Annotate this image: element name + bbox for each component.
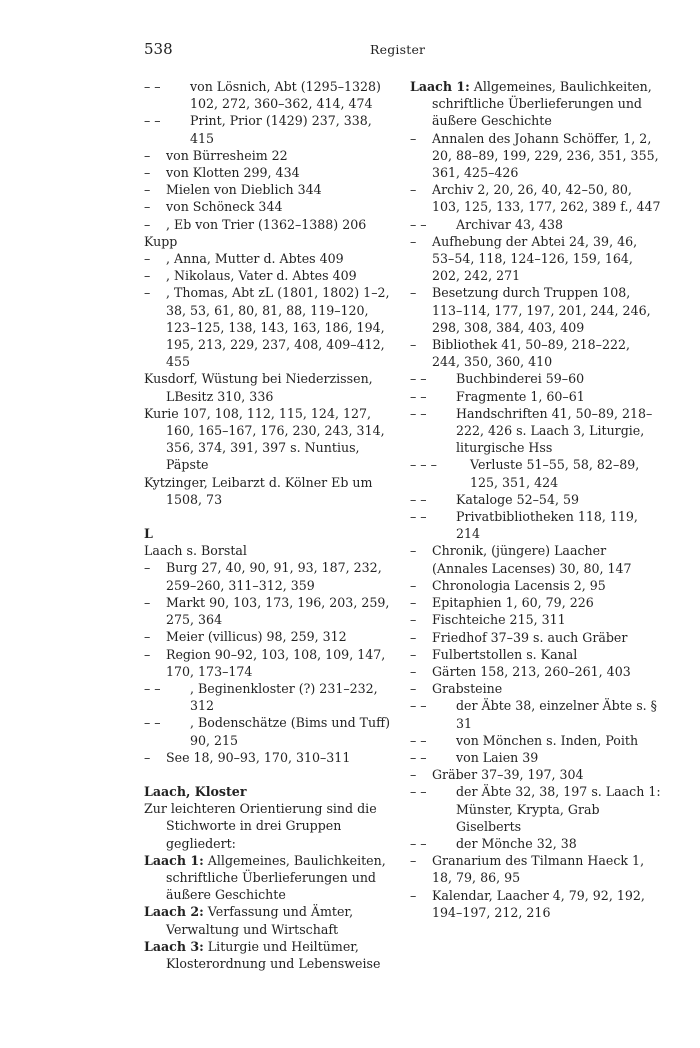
index-entry: [410, 456, 662, 490]
entry-text: Annalen des Johann Schöffer, 1, 2, 20, 88–89, 199, 229, 236, 351, 355, 361, 425–426: [432, 130, 659, 181]
repeat-dash: – –: [144, 680, 161, 696]
index-entry: [410, 577, 662, 594]
index-entry: [144, 542, 392, 559]
entry-text: , Bodenschätze (Bims und Tuff) 90, 215: [190, 715, 391, 748]
entry-text: von Laien 39: [456, 749, 539, 765]
repeat-dash: –: [144, 749, 151, 765]
index-entry: [410, 749, 662, 766]
entry-text: Laach s. Borstal: [144, 543, 247, 559]
entry-text: , Thomas, Abt zL (1801, 1802) 1–2, 38, 53, 61, 80, 81, 88, 119–120, 123–125, 138, 143, 163, 186, 194, 195, 213, 229, 237, 408, 409–412, 455: [166, 285, 390, 370]
entry-text: Gräber 37–39, 197, 304: [432, 767, 584, 783]
index-entry: [410, 130, 662, 182]
repeat-dash: – –: [410, 509, 427, 525]
entry-text: der Äbte 32, 38, 197 s. Laach 1: Münster, Krypta, Grab Giselberts: [456, 784, 661, 834]
repeat-dash: – –: [410, 749, 427, 765]
entry-text: Buchbinderei 59–60: [456, 371, 585, 387]
index-entry: [410, 78, 662, 130]
index-column-right: [410, 78, 662, 921]
index-entry: [410, 697, 662, 731]
index-entry: [410, 388, 662, 405]
entry-text: Chronik, (jüngere) Laacher (Annales Lacenses) 30, 80, 147: [432, 543, 632, 576]
index-entry: [410, 663, 662, 680]
page-header: [0, 40, 700, 64]
entry-text: , Nikolaus, Vater d. Abtes 409: [166, 268, 357, 284]
index-entry: [410, 508, 662, 542]
index-entry: [410, 542, 662, 576]
entry-text: von Bürresheim 22: [166, 147, 288, 163]
index-entry: [144, 749, 392, 766]
index-entry: [144, 405, 392, 474]
index-entry: [144, 181, 392, 198]
repeat-dash: –: [410, 681, 417, 697]
running-head: Register: [370, 42, 426, 57]
section-gap: [144, 766, 392, 783]
entry-text: von Lösnich, Abt (1295–1328) 102, 272, 360–362, 414, 474: [190, 79, 381, 112]
entry-text: Burg 27, 40, 90, 91, 93, 187, 232, 259–260, 311–312, 359: [166, 560, 382, 593]
repeat-dash: – –: [410, 698, 427, 714]
index-entry: [144, 147, 392, 164]
section-gap: [144, 508, 392, 525]
index-entry: [410, 216, 662, 233]
entry-text: Verfassung und Ämter, Verwaltung und Wirtschaft: [166, 904, 354, 937]
entry-text: der Äbte 38, einzelner Äbte s. § 31: [456, 698, 657, 731]
repeat-dash: – –: [410, 732, 427, 748]
repeat-dash: –: [410, 337, 417, 353]
repeat-dash: –: [410, 612, 417, 628]
entry-text: Grabsteine: [432, 681, 503, 697]
entry-text: Aufhebung der Abtei 24, 39, 46, 53–54, 118, 124–126, 159, 164, 202, 242, 271: [432, 233, 638, 284]
entry-text: Bibliothek 41, 50–89, 218–222, 244, 350, 360, 410: [432, 337, 631, 370]
repeat-dash: –: [144, 594, 151, 610]
index-entry: [144, 938, 392, 972]
repeat-dash: – –: [144, 715, 161, 731]
repeat-dash: – –: [144, 79, 161, 94]
repeat-dash: –: [144, 165, 151, 181]
entry-text: der Mönche 32, 38: [456, 835, 577, 851]
entry-text: Mielen von Dieblich 344: [166, 182, 322, 198]
entry-text: Meier (villicus) 98, 259, 312: [166, 629, 347, 645]
repeat-dash: –: [144, 147, 151, 163]
index-entry: [144, 646, 392, 680]
index-entry: [144, 800, 392, 852]
index-entry: [144, 370, 392, 404]
index-entry: [144, 233, 392, 250]
entry-text: Handschriften 41, 50–89, 218–222, 426 s. Laach 3, Liturgie, liturgische Hss: [456, 405, 653, 456]
repeat-dash: – – –: [410, 457, 437, 473]
repeat-dash: –: [144, 560, 151, 576]
index-entry: [144, 714, 392, 748]
entry-text: Allgemeines, Baulichkeiten, schriftliche Überlieferungen und äußere Geschichte: [432, 79, 652, 129]
index-entry: [410, 370, 662, 387]
repeat-dash: – –: [410, 388, 427, 404]
repeat-dash: – –: [144, 113, 161, 129]
entry-text: Privatbibliotheken 118, 119, 214: [456, 509, 638, 542]
repeat-dash: –: [410, 663, 417, 679]
entry-bold-label: Laach 1:: [410, 79, 470, 94]
repeat-dash: –: [410, 887, 417, 903]
index-entry: [410, 611, 662, 628]
entry-text: Archiv 2, 20, 26, 40, 42–50, 80, 103, 125, 133, 177, 262, 389 f., 447: [432, 182, 661, 215]
repeat-dash: –: [144, 268, 151, 284]
entry-bold-label: Laach 2:: [144, 904, 204, 920]
entry-bold-label: Laach 3:: [144, 938, 204, 954]
entry-text: , Eb von Trier (1362–1388) 206: [166, 216, 367, 232]
section-letter: L: [144, 526, 153, 542]
index-entry: [410, 887, 662, 921]
repeat-dash: –: [410, 543, 417, 559]
entry-text: von Klotten 299, 434: [166, 165, 300, 181]
entry-text: Kataloge 52–54, 59: [456, 491, 579, 507]
index-entry: [144, 903, 392, 937]
repeat-dash: –: [144, 251, 151, 267]
index-entry: [410, 680, 662, 697]
entry-text: Archivar 43, 438: [456, 216, 564, 232]
repeat-dash: –: [144, 216, 151, 232]
entry-text: Fragmente 1, 60–61: [456, 388, 585, 404]
index-entry: [410, 181, 662, 215]
index-entry: [144, 474, 392, 508]
page-number: 538: [144, 40, 173, 58]
index-entry: [144, 852, 392, 904]
index-entry: [410, 852, 662, 886]
entry-text: Epitaphien 1, 60, 79, 226: [432, 595, 594, 611]
entry-text: Markt 90, 103, 173, 196, 203, 259, 275, 364: [166, 594, 390, 628]
index-entry: [410, 491, 662, 508]
repeat-dash: –: [144, 646, 151, 662]
entry-text: , Anna, Mutter d. Abtes 409: [166, 251, 344, 267]
index-column-left: [144, 78, 392, 972]
repeat-dash: –: [410, 233, 417, 249]
index-entry: [144, 78, 392, 112]
repeat-dash: – –: [410, 784, 427, 800]
index-entry: [144, 594, 392, 628]
repeat-dash: –: [144, 182, 151, 198]
repeat-dash: –: [144, 285, 151, 301]
entry-text: Fulbertstollen s. Kanal: [432, 646, 578, 662]
entry-text: Gärten 158, 213, 260–261, 403: [432, 663, 631, 679]
repeat-dash: –: [410, 629, 417, 645]
index-entry: [410, 405, 662, 457]
entry-text: Region 90–92, 103, 108, 109, 147, 170, 173–174: [166, 646, 386, 679]
entry-text: von Mönchen s. Inden, Poith: [456, 732, 639, 748]
index-entry: [410, 284, 662, 336]
entry-text: Verluste 51–55, 58, 82–89, 125, 351, 424: [470, 457, 640, 490]
entry-text: Allgemeines, Baulichkeiten, schriftliche Überlieferungen und äußere Geschichte: [166, 852, 386, 903]
index-entry: [144, 164, 392, 181]
entry-text: Zur leichteren Orientierung sind die Stichworte in drei Gruppen gegliedert:: [144, 801, 377, 851]
index-entry: [144, 250, 392, 267]
repeat-dash: – –: [410, 371, 427, 387]
index-entry: [144, 267, 392, 284]
repeat-dash: –: [144, 199, 151, 215]
entry-text: Print, Prior (1429) 237, 338, 415: [190, 113, 372, 146]
index-entry: [144, 628, 392, 645]
entry-text: Liturgie und Heiltümer, Klosterordnung und Lebensweise: [166, 938, 381, 971]
index-entry: [144, 680, 392, 714]
index-entry: [410, 233, 662, 285]
index-entry: [144, 284, 392, 370]
entry-text: Chronologia Lacensis 2, 95: [432, 577, 606, 593]
index-entry: [144, 198, 392, 215]
index-entry: [410, 594, 662, 611]
repeat-dash: – –: [410, 405, 427, 421]
repeat-dash: –: [410, 130, 417, 146]
repeat-dash: – –: [410, 835, 427, 851]
entry-text: Kusdorf, Wüstung bei Niederzissen, LBesitz 310, 336: [144, 371, 373, 404]
repeat-dash: –: [410, 853, 417, 869]
entry-text: Kalendar, Laacher 4, 79, 92, 192, 194–197, 212, 216: [432, 887, 645, 920]
entry-text: See 18, 90–93, 170, 310–311: [166, 749, 351, 765]
entry-text: Granarium des Tilmann Haeck 1, 18, 79, 86, 95: [432, 853, 645, 886]
index-entry: [410, 629, 662, 646]
repeat-dash: –: [410, 577, 417, 593]
entry-text: Friedhof 37–39 s. auch Gräber: [432, 629, 628, 645]
repeat-dash: – –: [410, 216, 427, 232]
index-entry: [410, 646, 662, 663]
repeat-dash: –: [410, 285, 417, 301]
index-entry: [410, 783, 662, 835]
entry-text: Kupp: [144, 233, 178, 249]
repeat-dash: –: [410, 595, 417, 611]
index-entry: [144, 559, 392, 593]
entry-bold-label: Laach 1:: [144, 852, 204, 868]
entry-text: , Beginenkloster (?) 231–232, 312: [190, 680, 378, 714]
entry-text: Fischteiche 215, 311: [432, 612, 566, 628]
index-entry: [410, 336, 662, 370]
index-entry: [410, 732, 662, 749]
index-entry: [144, 112, 392, 146]
index-entry: [144, 216, 392, 233]
entry-text: von Schöneck 344: [166, 199, 283, 215]
index-entry: [410, 766, 662, 783]
entry-text: Besetzung durch Truppen 108, 113–114, 177, 197, 201, 244, 246, 298, 308, 384, 403, 409: [432, 285, 651, 335]
repeat-dash: –: [144, 629, 151, 645]
entry-text: Kytzinger, Leibarzt d. Kölner Eb um 1508, 73: [144, 474, 373, 507]
repeat-dash: –: [410, 646, 417, 662]
index-entry: [410, 835, 662, 852]
entry-text: Kurie 107, 108, 112, 115, 124, 127, 160, 165–167, 176, 230, 243, 314, 356, 374, 391, 397 s. Nuntius, Päpste: [144, 405, 385, 473]
repeat-dash: –: [410, 182, 417, 198]
repeat-dash: –: [410, 767, 417, 783]
section-heading: Laach, Kloster: [144, 783, 247, 799]
repeat-dash: – –: [410, 491, 427, 507]
